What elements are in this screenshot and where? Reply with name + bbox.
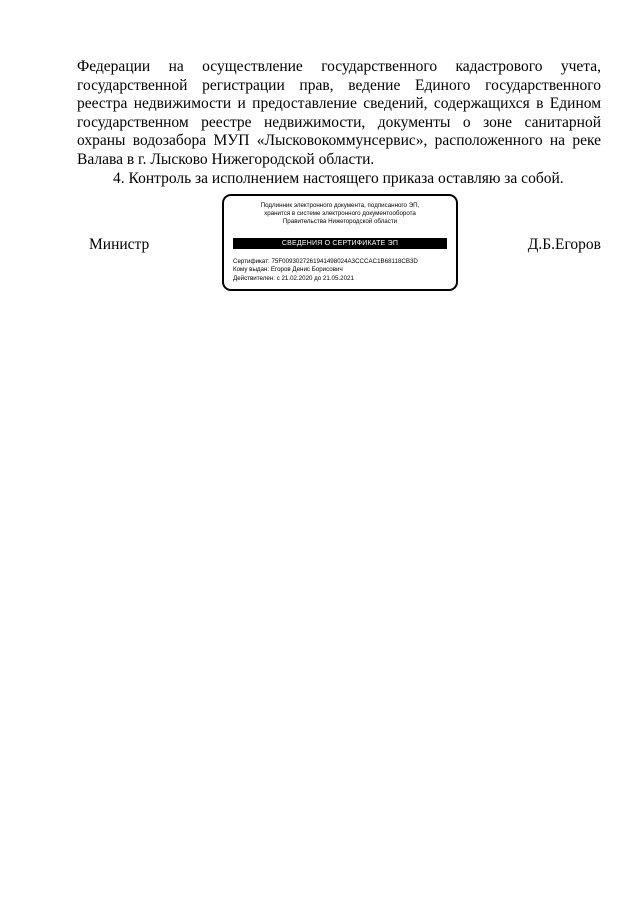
document-body bbox=[77, 58, 601, 188]
signer-title: Министр bbox=[89, 236, 150, 253]
stamp-banner: СВЕДЕНИЯ О СЕРТИФИКАТЕ ЭП bbox=[233, 238, 447, 249]
signer-name: Д.Б.Егоров bbox=[527, 236, 601, 253]
stamp-issued-to: Кому выдан: Егоров Денис Борисович bbox=[233, 266, 343, 274]
electronic-signature-stamp bbox=[222, 194, 458, 291]
stamp-header-line-1: Подлинник электронного документа, подписанного ЭП, bbox=[260, 202, 420, 209]
paragraph-continued: Федерации на осуществление государственного кадастрового учета, государственной регистрации прав, ведение Единого государственного реестра недвижимости и предоставление сведений, содержащихся в Едином государственном реестре недвижимости, документы о зоне санитарной охраны водозабора МУП «Лысковокоммунсервис», расположенного на реке Валава в г. Лысково Нижегородской области. bbox=[77, 58, 601, 168]
stamp-certificate: Сертификат: 75F0093027261941498024A3CCCAC1B68118CB3D bbox=[233, 258, 418, 265]
stamp-validity: Действителен: с 21.02.2020 до 21.05.2021 bbox=[233, 274, 354, 282]
stamp-details bbox=[233, 258, 455, 283]
paragraph-4: 4. Контроль за исполнением настоящего приказа оставляю за собой. bbox=[113, 169, 564, 187]
stamp-header-line-3: Правительства Нижегородской области bbox=[282, 218, 398, 226]
stamp-header-line-2: хранится в системе электронного документооборота bbox=[264, 210, 416, 218]
stamp-header bbox=[224, 202, 456, 227]
